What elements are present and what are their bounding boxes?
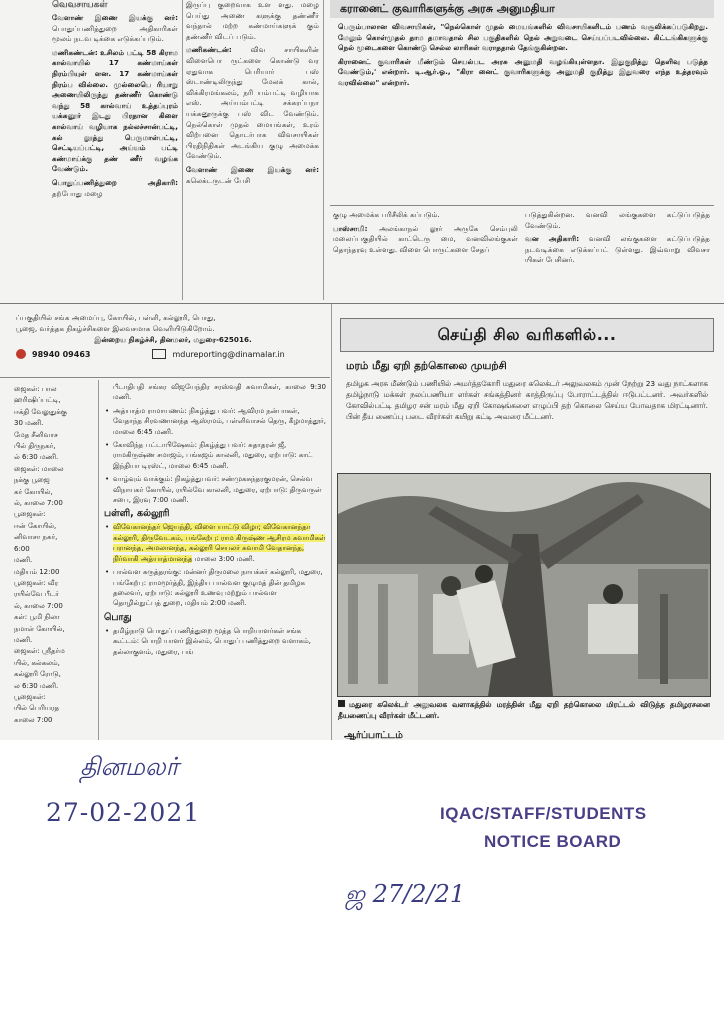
event-fragment: ஈன் கோயில், bbox=[14, 521, 57, 530]
news-headline: மரம் மீது ஏறி தற்கொலை முயற்சி bbox=[346, 360, 507, 372]
list-item: • வாழ்வும் வாக்கும்: நிகழ்த்துபவர்: சண்முகசுந்தரகுமரன், செல்வ விநாயகர் கோயில், ரயில்வே காலனி, மதுரை, ஏற்பாடு: திருவருள் சபை, இரவு 7:00 மணி. bbox=[104, 474, 326, 505]
column-divider bbox=[98, 380, 99, 740]
paragraph-text: விவ சாயிகளின் விளைபொ ருட்களை கொண்டு வர ஏதுவாக பெரியார் பஸ் ஸ்டாண்டிலிருந்து மேலக் கால், விக்கிரமங்கலம், நரி யம்பட்டி வழியாக எஸ். அய்யம்பட்டி சக்கரப்பநா யக்கனூருக்கு பஸ் விட வேண்டும். நெல்கொள் முதல் மையங்கள், உரம் விற்பனை தொடர்பாக விவசாயிகள் பிரதிநிதிகள் அடங்கிய குழு அமைக்க வேண்டும். bbox=[186, 45, 319, 161]
top-right-block bbox=[330, 0, 714, 205]
list-item: • பால்வள கருத்தரங்கு: மன்னர் திருமலை நாயக்கர் கல்லூரி, மதுரை, பங்கேற்பு: ராமமூர்த்தி, இந்திய பால்வள குழுமத் தின் தமிழக தலைவர், ஏற்பாடு: கல்லூரி உணவு மற்றும் பால்வள தொழில்நுட்பத் துறை, மதியம் 2:00 மணி. bbox=[104, 567, 326, 609]
event-time: மாலை 3:00 மணி. bbox=[194, 554, 255, 563]
paragraph-text: உசிலம் பட்டி 58 கிராம கால்வாயில் 17 கண்மாய்கள் நிரம்பியுள் ளன. 17 கண்மாய்கள் நிரம்ப வில்லை. முல்லைபெ ரியாறு அணையிலிருந்து தண்ணீர் கொண்டு வந்து 58 கால்வாய் உத்தப்புரம் யக்கனூர் இடது பிரதான கிளை கால்வாய் வழியாக நல்லச்சான்பட்டி, கல் லூத்து பெருமாள்பட்டி, செட்டியப்பட்டி, அய்யம் பட்டி கண்மாய்க்கு தண் ணீர் வழங்க வேண்டும். bbox=[52, 47, 178, 174]
paragraph bbox=[333, 224, 518, 256]
paragraph: குழு அமைக்க பரிசீலிக் கப்படும். bbox=[333, 210, 440, 219]
phone-number: 98940 09463 bbox=[32, 349, 91, 359]
event-fragment: நக்கு பூஜை bbox=[14, 476, 50, 485]
handwritten-paper-name: தினமலர் bbox=[80, 752, 179, 781]
speaker-label: பாஸ்சாமி: bbox=[333, 223, 368, 233]
column-divider bbox=[182, 0, 183, 300]
top-middle-column bbox=[186, 0, 319, 300]
paragraph: கிரானைட் குவாரிகள் மீண்டும் செயல்பட அரசு அனுமதி வழங்கியுள்ளதா. இதுகுறித்து தெளிவு படுத்த வேண்டும்,' என்றார். டி.ஆர்.ஓ., "கிரா னைட் குவாரிகளுக்கு அனுமதி குறித்து இதுவரை எந்த உத்தரவும் வரவில்லை" என்றார். bbox=[338, 56, 708, 87]
notice-stamp-line2: NOTICE BOARD bbox=[484, 832, 622, 851]
event-fragment: ஈக்தி வேலுதுக்கு bbox=[14, 407, 67, 416]
event-fragment: ல 6:30 மணி. bbox=[14, 681, 59, 690]
list-item: • தமிழ்நாடு பொதுப் பணித்துறை மூத்த பொறியாளர்கள் சங்க கூட்டம்: பொறி யாளர் இல்லம், பொதுப் பணித்துறை வளாகம், தல்லாகுளம், மதுரை, பங் bbox=[104, 626, 326, 657]
event-fragment: னிவாசா நகர், bbox=[14, 533, 58, 542]
list-item: • கோவிந்த பட்டாபிஷேகம்: நிகழ்த்து பவர்: சுதாதரன் ஜீ, ராமகிருஷ்ண சமாஜம், பங்கஜம் காலனி, மதுரை, ஏற்பாடு: காட் இந்தியா டிரஸ்ட், மாலை 6:45 மணி. bbox=[104, 440, 326, 471]
event-fragment: ல் 6:30 மணி. bbox=[14, 453, 59, 462]
paragraph-text: கலெக்டருடன் பேசி bbox=[186, 175, 251, 185]
speaker-label: மணிகண்டன்: bbox=[186, 45, 232, 55]
paragraph: பெரும்பாலான விவசாயிகள், "நெல்கொள் முதல் மையங்களில் விவசாயிகளிடம் பணம் வசூலிக்கப்படுகிறது. மேலும் கொள்முதல் தாம தமாவதால் சில பகுதிகளில் நெல் அறுவடை செய்யப்படவில்லை. கிட்டங்கிகளுக்கு நெல் மூடைகளை கொண்டு செல்ல லாரிகள் வராததால் தேங்குகின்றன. bbox=[338, 22, 708, 53]
paragraph-text: பொதுப்பணித்துறை அதிகாரிகள் மூலம் நடவ டிக்கை எடுக்கப்படும். bbox=[52, 23, 178, 44]
event-fragment: பூஜைகள்: bbox=[14, 692, 46, 701]
speaker-label: வன அதிகாரி: bbox=[525, 234, 580, 244]
paragraph bbox=[186, 45, 319, 162]
paragraph: தமிழக அரசு மீண்டும் பணியில் அமர்த்தகோரி மதுரை கலெக்டர் அலுவலகம் முன் நேற்று 23 வது நாட்களாக தமிழ்நாடு மக்கள் நலப்பணியா ளர்கள் சங்கத்தினர் காத்திருப்பு போராட்டத்தில் ஈடுபட்டனர். அவர்களில் கோவில்பட்டி தமிழர சன் மரம் மீது ஏறி கோஷங்களை எழுப்பி தற் கொலை செய்ய போவதாக மிரட்டினார். பின் தீய ணைப்பு படை வீரர்கள் கயிறு கட்டி அவரை மீட்டனர். bbox=[346, 379, 708, 421]
event-fragment: பூஜைகள்: வீர bbox=[14, 578, 59, 587]
event-fragment: பூஜைகள்: bbox=[14, 510, 46, 519]
section-divider bbox=[0, 377, 330, 378]
headline: கரானைட் குவாரிகளுக்கு அரசு அனுமதியா bbox=[330, 0, 714, 18]
event-fragment: ல், காலை 7:00 bbox=[14, 601, 63, 610]
paragraph bbox=[52, 178, 178, 199]
paragraph-text: தற்போது மழை bbox=[52, 188, 103, 198]
notice-stamp-line1: IQAC/STAFF/STUDENTS bbox=[440, 804, 647, 823]
event-list bbox=[104, 522, 326, 608]
event-fragment: மதியம் 12:00 bbox=[14, 567, 60, 576]
info-line: ப்பகுதியில் சங்க அமைப்பு, கோயில், பள்ளி, கல்லூரி, பொது, bbox=[16, 313, 216, 322]
list-item: • அத்யாத்ம ராமாயணம்: நிகழ்த்து பவர்: ஆவிரம நன்பாகள், வேதாந்த சிரவணானந்த ஆஸ்ரமம், பள்ளிவாசல் தெரு, கீழமாத்தூர், மாலை 6:45 மணி. bbox=[104, 406, 326, 437]
event-fragment: மணி. bbox=[14, 556, 33, 565]
square-bullet-icon bbox=[338, 700, 345, 707]
column-divider bbox=[331, 304, 332, 740]
section-divider bbox=[0, 303, 724, 304]
list-item bbox=[104, 522, 326, 564]
news-body bbox=[346, 378, 708, 470]
event-fragment: மேத சீனிவாச bbox=[14, 430, 58, 439]
event-intro: பீடாதிபதி சங்கர விஜயேந்திர சரஸ்வதி சுவாமிகள், காலை 9:30 மணி. bbox=[113, 383, 326, 402]
section-heading: பள்ளி, கல்லூரி bbox=[104, 508, 170, 520]
tree-rescue-image bbox=[338, 474, 710, 696]
event-fragment: யில் பெரியரத bbox=[14, 704, 60, 713]
news-banner: செய்தி சில வரிகளில்... bbox=[340, 318, 714, 352]
info-line: பூஜை, வர்த்தக நிகழ்ச்சிகளை இலவசமாக வெளியிடுகிறோம். bbox=[16, 324, 215, 333]
speaker-label: வேளாண் இணை இயக்கு னர்: bbox=[52, 13, 178, 22]
event-fragment: கல்லூரி ரோடு, bbox=[14, 670, 61, 679]
paragraph bbox=[186, 165, 319, 186]
top-left-column bbox=[52, 0, 178, 300]
email-address: mdureporting@dinamalar.in bbox=[172, 349, 285, 359]
speaker-label: பொதுப்பணித்துறை அதிகாரி: bbox=[52, 177, 178, 187]
event-fragment: கர் கோயில், bbox=[14, 487, 53, 496]
event-fragment: ஜைகள்: ஸ்ரீதர்ம bbox=[14, 647, 65, 656]
speaker-label: மணிகண்டன்: bbox=[52, 47, 98, 57]
event-fragment: ஜைகள்: பால bbox=[14, 385, 57, 393]
paragraph: படுத்துகின்றன. வனவி லங்குகளை கட்டுப்படுத்த வேண்டும். bbox=[525, 210, 710, 230]
event-fragment: காலை 7:00 bbox=[14, 715, 53, 724]
event-fragment: நமாள் கோயில், bbox=[14, 624, 65, 633]
photo-caption bbox=[338, 700, 710, 726]
paragraph bbox=[52, 13, 178, 45]
event-fragment: 30 மணி. bbox=[14, 419, 44, 428]
paragraph bbox=[525, 234, 710, 266]
paragraph-text: வனவி லங்குகளை கட்டுப்படுத்த நடவடிக்கை எடுக்கப்பட் டுள்ளது. இவ்வாறு விவசா யிகள் பேசினர். bbox=[525, 234, 710, 265]
caption-text: மதுரை கலெக்டர் அலுவலக வளாகத்தில் மரத்தின் மீது ஏறி தற்கொலை மிரட்டல் விடுத்த தமிழரசனை தீயணைப்பு வீரர்கள் மீட்டனர். bbox=[338, 700, 710, 720]
top-right-subcolumn bbox=[333, 210, 518, 302]
event-fragment: மணி. bbox=[14, 635, 33, 644]
section-divider bbox=[330, 205, 714, 206]
phone-icon bbox=[16, 349, 26, 359]
handwritten-date: 27-02-2021 bbox=[46, 798, 201, 827]
news-photo bbox=[337, 473, 711, 697]
top-right-subcolumn bbox=[525, 210, 710, 302]
event-fragment: யில், கல்கலம், bbox=[14, 658, 60, 667]
info-address: இன்றைய நிகழ்ச்சி, தினமலர், மதுரை-625016. bbox=[94, 335, 252, 344]
left-events-column bbox=[14, 384, 96, 739]
event-list bbox=[104, 626, 326, 657]
event-fragment: ல், காலை 7:00 bbox=[14, 499, 63, 508]
speaker-label: வேளாண் இணை இயக்கு னர்: bbox=[186, 164, 319, 174]
section-heading: பொது bbox=[104, 611, 132, 623]
mail-icon bbox=[152, 349, 166, 359]
partial-heading: வெவசாயகள் bbox=[52, 0, 108, 10]
event-fragment: ரயில்வே பீடர் bbox=[14, 590, 59, 599]
paragraph bbox=[52, 48, 178, 175]
paragraph: இருப்பு குறைவாக உள ளது. மழை பெய்து அணை களுக்கு தண்ணீர் வந்தால் மற்ற கண்மாய்களுக் கும் தண்ணீர் விடப் படும். bbox=[186, 0, 319, 41]
event-fragment: ஜைகள்: மாலை bbox=[14, 464, 64, 473]
news-headline: ஆர்ப்பாட்டம் bbox=[344, 731, 403, 740]
column-divider bbox=[323, 0, 324, 300]
handwritten-initials: ஜ 27/2/21 bbox=[345, 880, 466, 908]
event-fragment: 6:00 bbox=[14, 544, 30, 553]
paragraph-text: அலங்காநல் லூர் அருகே செம்புலி மலைப்பகுதியில் காட்டெரு மை, வனவிலங்குகள் தொந்தரவு உள்ளது. விளை பொருட்களை சேதப் bbox=[333, 223, 518, 254]
event-fragment: ஹரிஷிப்பட்டி, bbox=[14, 396, 61, 405]
event-list bbox=[104, 406, 326, 506]
event-fragment: கள்: பூமி நிலா bbox=[14, 613, 60, 622]
mid-events-column bbox=[104, 382, 326, 738]
highlighted-text: விவேகானந்தர் ஜெயந்தி, விளை யாட்டு விழா; விவேகானந்தா கல்லூரி, திருவேடகம், பங்கேற்பு: ராம கிருஷ்ண ஆசிரம சுவாமிகள் பரானந்த, அமலானந்த, கல்லூரி செயலர் சுவாமி வேதானந்த, நிர்வாகி அத்யாத்மானந்த bbox=[113, 523, 326, 563]
info-strip bbox=[16, 312, 330, 374]
event-fragment: பில் திருநகர், bbox=[14, 442, 56, 451]
